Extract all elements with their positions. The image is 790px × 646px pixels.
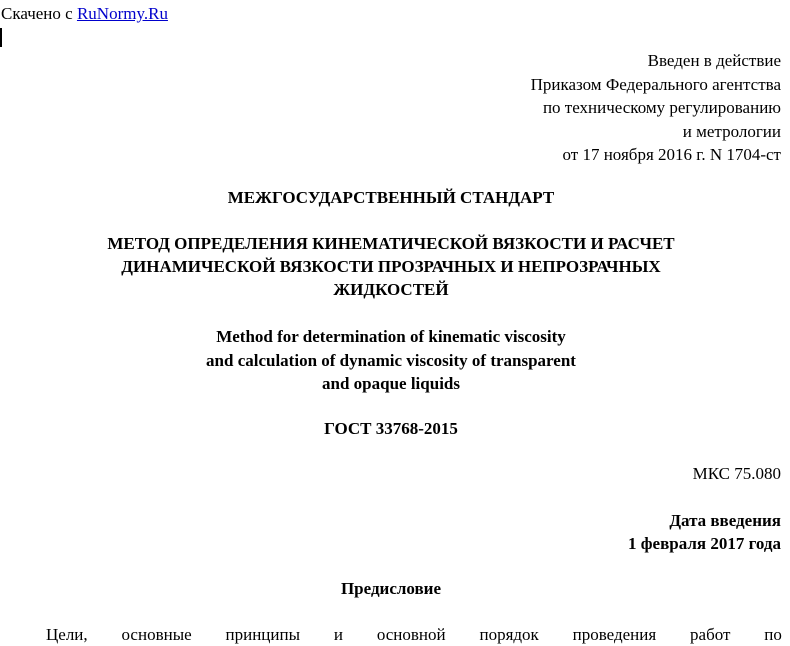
preface-word: работ xyxy=(690,625,731,644)
approval-line: по техническому регулированию xyxy=(542,98,781,117)
approval-line: Приказом Федерального агентства xyxy=(530,74,781,94)
english-title-line: Method for determination of kinematic viscosity xyxy=(216,327,566,346)
text-caret xyxy=(0,28,2,47)
english-title-line: and opaque liquids xyxy=(322,374,460,393)
preface-word: по xyxy=(764,625,782,644)
approval-line: Введен в действие xyxy=(647,51,781,70)
english-title xyxy=(0,325,782,396)
gost-number: ГОСТ 33768-2015 xyxy=(324,419,458,438)
approval-line: и метрологии xyxy=(682,121,781,141)
introduction-date-block xyxy=(628,509,781,555)
runormy-link[interactable]: RuNormy.Ru xyxy=(76,4,168,23)
preface-word: основные xyxy=(121,625,192,644)
russian-title-line: ДИНАМИЧЕСКОЙ ВЯЗКОСТИ ПРОЗРАЧНЫХ И НЕПРОЗРАЧНЫХ xyxy=(121,257,661,276)
preface-word: порядок xyxy=(479,625,539,644)
preface-word: основной xyxy=(376,625,446,644)
preface-word: и xyxy=(333,625,343,644)
preface-word: Цели, xyxy=(46,625,88,644)
russian-title-line: МЕТОД ОПРЕДЕЛЕНИЯ КИНЕМАТИЧЕСКОЙ ВЯЗКОСТИ И РАСЧЕТ xyxy=(107,234,675,253)
russian-title-line: ЖИДКОСТЕЙ xyxy=(333,280,449,299)
preface-word: принципы xyxy=(225,625,301,644)
standard-type-heading: МЕЖГОСУДАРСТВЕННЫЙ СТАНДАРТ xyxy=(227,188,555,207)
approval-line: от 17 ноября 2016 г. N 1704-ст xyxy=(562,145,781,164)
source-line xyxy=(1,4,168,24)
introduction-date: 1 февраля 2017 года xyxy=(628,534,781,553)
downloaded-prefix: Скачено с xyxy=(1,4,77,23)
mks-code: МКС 75.080 xyxy=(692,464,781,483)
introduction-date-label: Дата введения xyxy=(669,511,781,530)
russian-title xyxy=(0,232,782,301)
preface-heading: Предисловие xyxy=(340,579,442,598)
english-title-line: and calculation of dynamic viscosity of transparent xyxy=(206,350,576,370)
preface-word: проведения xyxy=(572,625,657,644)
approval-block xyxy=(531,49,781,167)
